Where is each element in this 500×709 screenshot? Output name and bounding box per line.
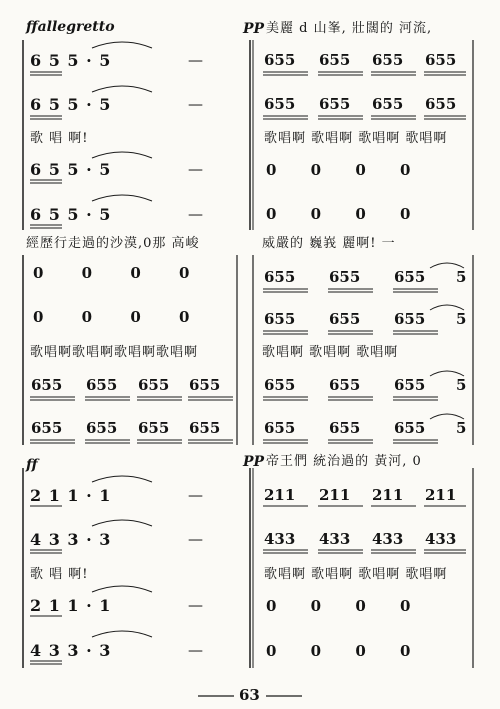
lyric-line: 歌唱啊歌唱啊歌唱啊歌唱啊 (30, 345, 199, 360)
triplet-group: 655 (31, 376, 63, 394)
lyric-line: 歌 唱 啊! (30, 567, 89, 582)
triplet-group: 655 (264, 419, 296, 437)
notes-voice-3: 6 5 5 · 5 (30, 160, 112, 179)
lyric-line: 歌唱啊 歌唱啊 歌唱啊 (262, 345, 399, 360)
triplet-group: 211 (372, 486, 404, 504)
triplet-group: 655 (264, 310, 296, 328)
rest-row: 0 0 0 0 (266, 642, 411, 660)
rest-row: 0 0 0 0 (266, 205, 411, 223)
triplet-group: 433 (372, 530, 404, 548)
rest-row: 0 0 0 0 (266, 597, 411, 615)
tied-note: 5 (456, 376, 467, 394)
notes-voice-4: 6 5 5 · 5 (30, 205, 112, 224)
triplet-group: 655 (138, 376, 170, 394)
triplet-group: 433 (425, 530, 457, 548)
triplet-group: 655 (372, 95, 404, 113)
lyric-line: 歌唱啊 歌唱啊 歌唱啊 歌唱啊 (264, 131, 448, 146)
notes-voice-2: 6 5 5 · 5 (30, 95, 112, 114)
notes-voice-2: 4 3 3 · 3 (30, 530, 112, 549)
lyric-line: 美麗 d 山峯, 壯闊的 河流, (266, 21, 433, 36)
sustain-dash: — (188, 205, 203, 223)
tempo-marking: ffallegretto (26, 19, 115, 35)
notes-voice-1: 6 5 5 · 5 (30, 51, 112, 70)
lyric-line: 歌唱啊 歌唱啊 歌唱啊 歌唱啊 (264, 567, 448, 582)
triplet-group: 211 (425, 486, 457, 504)
lyric-line: 威嚴的 巍峩 麗啊! 一 (262, 236, 396, 251)
triplet-group: 655 (394, 376, 426, 394)
notes-voice-4: 4 3 3 · 3 (30, 641, 112, 660)
triplet-group: 655 (31, 419, 63, 437)
triplet-group: 433 (264, 530, 296, 548)
triplet-group: 655 (264, 95, 296, 113)
triplet-group: 655 (372, 51, 404, 69)
notes-voice-1: 2 1 1 · 1 (30, 486, 112, 505)
triplet-group: 655 (394, 268, 426, 286)
tied-note: 5 (456, 268, 467, 286)
triplet-group: 655 (86, 419, 118, 437)
triplet-group: 655 (319, 95, 351, 113)
triplet-group: 655 (394, 310, 426, 328)
lyric-line: 經歷行走過的沙漠,0那 高峻 (26, 236, 200, 251)
rest-row: 0 0 0 0 (33, 264, 190, 282)
triplet-group: 655 (319, 51, 351, 69)
triplet-group: 655 (329, 419, 361, 437)
tied-note: 5 (456, 419, 467, 437)
triplet-group: 655 (394, 419, 426, 437)
triplet-group: 655 (189, 419, 221, 437)
dynamic-marking: PP (243, 454, 265, 470)
triplet-group: 655 (264, 268, 296, 286)
triplet-group: 211 (264, 486, 296, 504)
sustain-dash: — (188, 51, 203, 69)
sustain-dash: — (188, 160, 203, 178)
sustain-dash: — (188, 641, 203, 659)
triplet-group: 655 (329, 310, 361, 328)
triplet-group: 655 (264, 51, 296, 69)
dynamic-marking: ff (26, 457, 38, 473)
triplet-group: 655 (329, 376, 361, 394)
lyric-line: 帝王們 統治過的 黃河, 0 (266, 454, 422, 469)
triplet-group: 655 (329, 268, 361, 286)
rest-row: 0 0 0 0 (33, 308, 190, 326)
triplet-group: 655 (86, 376, 118, 394)
tied-note: 5 (456, 310, 467, 328)
sustain-dash: — (188, 486, 203, 504)
sustain-dash: — (188, 530, 203, 548)
triplet-group: 655 (425, 51, 457, 69)
triplet-group: 655 (189, 376, 221, 394)
sustain-dash: — (188, 95, 203, 113)
rest-row: 0 0 0 0 (266, 161, 411, 179)
page-number: 63 (239, 686, 260, 704)
triplet-group: 655 (138, 419, 170, 437)
sustain-dash: — (188, 596, 203, 614)
lyric-line: 歌 唱 啊! (30, 131, 89, 146)
notes-voice-3: 2 1 1 · 1 (30, 596, 112, 615)
dynamic-marking: PP (243, 21, 265, 37)
triplet-group: 655 (264, 376, 296, 394)
triplet-group: 655 (425, 95, 457, 113)
triplet-group: 211 (319, 486, 351, 504)
triplet-group: 433 (319, 530, 351, 548)
